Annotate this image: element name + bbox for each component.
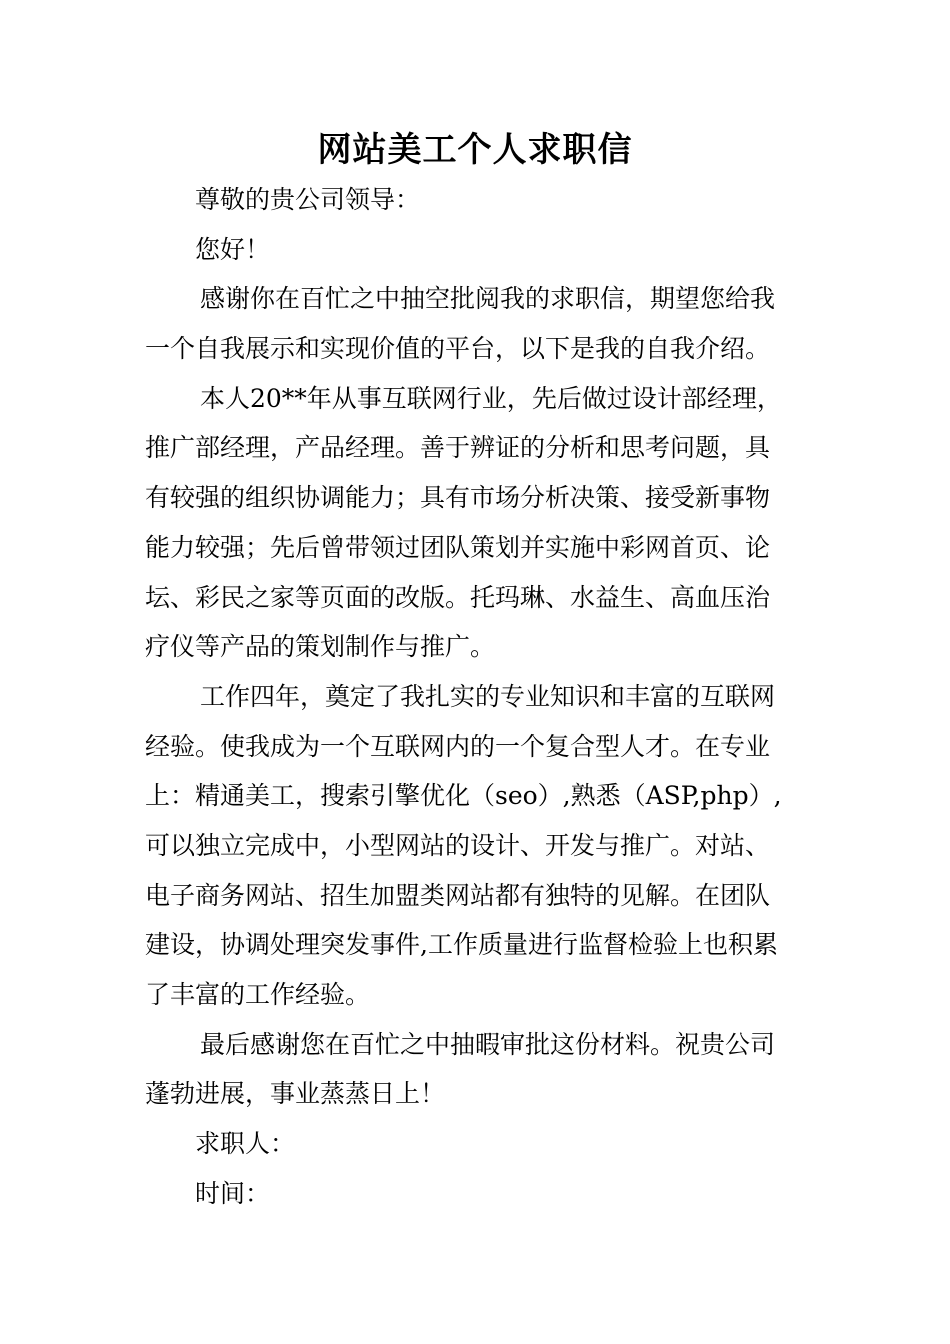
date-line: 时间： (195, 1178, 271, 1208)
paragraph-line: 了丰富的工作经验。 (145, 980, 371, 1009)
paragraph-line: 电子商务网站、招生加盟类网站都有独特的见解。在团队 (145, 880, 771, 910)
paragraph-line: 感谢你在百忙之中抽空批阅我的求职信，期望您给我 (200, 284, 776, 314)
salutation-line: 尊敬的贵公司领导： (195, 185, 421, 214)
paragraph-line: 蓬勃进展，事业蒸蒸日上！ (145, 1079, 446, 1109)
paragraph-line: 有较强的组织协调能力；具有市场分析决策、接受新事物 (145, 483, 771, 513)
paragraph-line: 最后感谢您在百忙之中抽暇审批这份材料。祝贵公司 (200, 1029, 776, 1059)
paragraph-line: 能力较强；先后曾带领过团队策划并实施中彩网首页、论 (145, 532, 771, 562)
letter-body (145, 175, 807, 1218)
paragraph-line: 工作四年，奠定了我扎实的专业知识和丰富的互联网 (200, 681, 776, 711)
paragraph-line: 本人20**年从事互联网行业，先后做过设计部经理， (200, 383, 782, 413)
paragraph-line: 一个自我展示和实现价值的平台，以下是我的自我介绍。 (145, 334, 771, 364)
applicant-line: 求职人： (195, 1129, 296, 1159)
paragraph-line: 疗仪等产品的策划制作与推广。 (145, 632, 496, 662)
document-title: 网站美工个人求职信 (317, 130, 633, 170)
greeting-line: 您好！ (195, 234, 271, 264)
paragraph-line: 经验。使我成为一个互联网内的一个复合型人才。在专业 (145, 731, 771, 761)
paragraph-line: 推广部经理，产品经理。善于辨证的分析和思考问题，具 (145, 433, 771, 463)
paragraph-line: 可以独立完成中，小型网站的设计、开发与推广。对站、 (145, 830, 771, 860)
paragraph-line: 建设，协调处理突发事件,工作质量进行监督检验上也积累 (145, 930, 778, 960)
paragraph-line: 上：精通美工，搜索引擎优化（seo）,熟悉（ASP,php）, (145, 781, 782, 811)
paragraph-line: 坛、彩民之家等页面的改版。托玛琳、水益生、高血压治 (145, 582, 771, 612)
